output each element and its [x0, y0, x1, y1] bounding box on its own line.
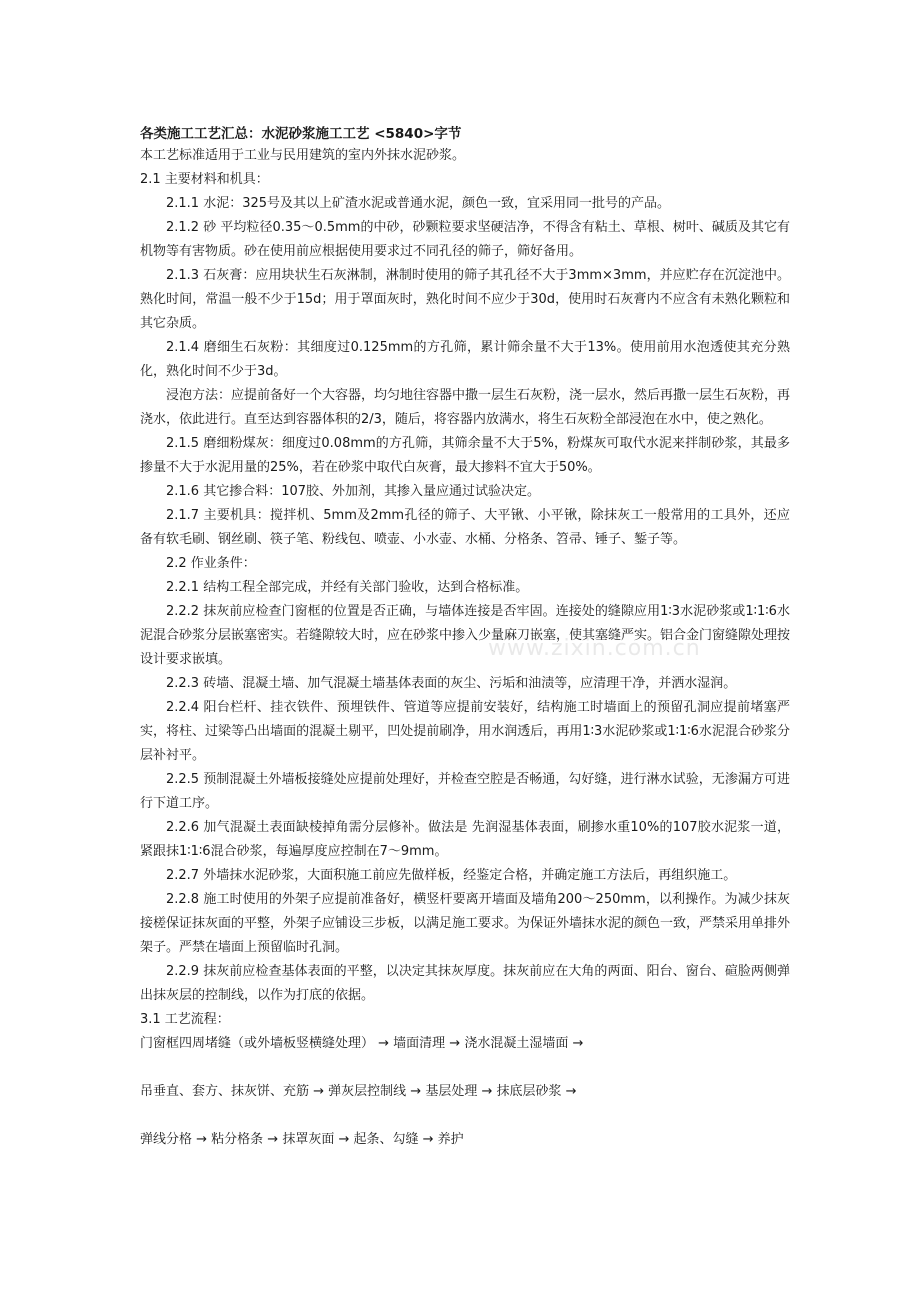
- document-title: 各类施工工艺汇总：水泥砂浆施工工艺 <5840>字节: [140, 126, 462, 142]
- paragraph: 2.2 作业条件：: [166, 556, 256, 571]
- paragraph: 2.1.7 主要机具：搅拌机、5mm及2mm孔径的筛子、大平锹、小平锹，除抹灰工一般常用的工具外，还应备有软毛刷、钢丝刷、筷子笔、粉线包、喷壶、小水壶、水桶、分格条、笤帚、锤子、錾子等。: [140, 508, 790, 547]
- paragraph: 2.1.2 砂 平均粒径0.35～0.5mm的中砂，砂颗粒要求坚硬洁净，不得含有粘土、草根、树叶、碱质及其它有机物等有害物质。砂在使用前应根据使用要求过不同孔径的筛子，筛好备用。: [140, 220, 790, 259]
- paragraph: 3.1 工艺流程：: [140, 1012, 230, 1027]
- process-flow: [140, 1032, 790, 1152]
- paragraph: 2.2.6 加气混凝土表面缺棱掉角需分层修补。做法是 先润湿基体表面，刷掺水重10%的107胶水泥浆一道，紧跟抹1∶1∶6混合砂浆，每遍厚度应控制在7～9mm。: [140, 820, 790, 859]
- paragraph: 2.1.4 磨细生石灰粉：其细度过0.125mm的方孔筛，累计筛余量不大于13%。使用前用水泡透使其充分熟化，熟化时间不少于3d。: [140, 340, 790, 379]
- paragraph: 2.2.4 阳台栏杆、挂衣铁件、预埋铁件、管道等应提前安装好，结构施工时墙面上的预留孔洞应提前堵塞严实，将柱、过梁等凸出墙面的混凝土剔平，凹处提前刷净，用水润透后，再用1∶3水泥砂浆或1∶1∶6水泥混合砂浆分层补衬平。: [140, 700, 790, 763]
- document-body: [140, 144, 790, 1032]
- paragraph: 2.2.7 外墙抹水泥砂浆，大面积施工前应先做样板，经鉴定合格，并确定施工方法后，再组织施工。: [166, 868, 737, 883]
- paragraph: 2.1.6 其它掺合料：107胶、外加剂，其掺入量应通过试验决定。: [166, 484, 541, 499]
- paragraph: 2.1.3 石灰膏：应用块状生石灰淋制，淋制时使用的筛子其孔径不大于3mm×3mm，并应贮存在沉淀池中。熟化时间，常温一般不少于15d；用于罩面灰时，熟化时间不应少于30d，使用时石灰膏内不应含有未熟化颗粒和其它杂质。: [140, 268, 790, 331]
- process-flow-line: 吊垂直、套方、抹灰饼、充筋 → 弹灰层控制线 → 基层处理 → 抹底层砂浆 →: [140, 1084, 577, 1099]
- paragraph: 2.2.1 结构工程全部完成，并经有关部门验收，达到合格标准。: [166, 580, 529, 595]
- paragraph: 2.1.1 水泥：325号及其以上矿渣水泥或普通水泥，颜色一致，宜采用同一批号的产品。: [166, 196, 671, 211]
- process-flow-line: 门窗框四周堵缝（或外墙板竖横缝处理） → 墙面清理 → 浇水混凝土湿墙面 →: [140, 1036, 584, 1051]
- process-flow-line: 弹线分格 → 粘分格条 → 抹罩灰面 → 起条、勾缝 → 养护: [140, 1132, 464, 1147]
- watermark: www.zixin.com.cn: [488, 636, 701, 661]
- paragraph: 2.2.8 施工时使用的外架子应提前准备好，横竖杆要离开墙面及墙角200～250mm，以利操作。为减少抹灰接槎保证抹灰面的平整，外架子应铺设三步板，以满足施工要求。为保证外墙抹水泥的颜色一致，严禁采用单排外架子。严禁在墙面上预留临时孔洞。: [140, 892, 791, 955]
- paragraph: 2.2.9 抹灰前应检查基体表面的平整，以决定其抹灰厚度。抹灰前应在大角的两面、阳台、窗台、碹脸两侧弹出抹灰层的控制线，以作为打底的依据。: [140, 964, 790, 1003]
- paragraph: 2.2.3 砖墙、混凝土墙、加气混凝土墙基体表面的灰尘、污垢和油渍等，应清理干净，并洒水湿润。: [166, 676, 737, 691]
- paragraph: 2.2.2 抹灰前应检查门窗框的位置是否正确，与墙体连接是否牢固。连接处的缝隙应用1∶3水泥砂浆或1∶1∶6水泥混合砂浆分层嵌塞密实。若缝隙较大时，应在砂浆中掺入少量麻刀嵌塞，使其塞缝严实。铝合金门窗缝隙处理按设计要求嵌填。: [140, 604, 791, 667]
- paragraph: 浸泡方法：应提前备好一个大容器，均匀地往容器中撒一层生石灰粉，浇一层水，然后再撒一层生石灰粉，再浇水，依此进行。直至达到容器体积的2/3，随后，将容器内放满水，将生石灰粉全部浸泡在水中，使之熟化。: [140, 388, 791, 427]
- paragraph: 本工艺标准适用于工业与民用建筑的室内外抹水泥砂浆。: [140, 148, 466, 163]
- paragraph: 2.1 主要材料和机具：: [140, 172, 269, 187]
- paragraph: 2.1.5 磨细粉煤灰：细度过0.08mm的方孔筛，其筛余量不大于5%，粉煤灰可取代水泥来拌制砂浆，其最多掺量不大于水泥用量的25%，若在砂浆中取代白灰膏，最大掺料不宜大于50%。: [140, 436, 790, 475]
- paragraph: 2.2.5 预制混凝土外墙板接缝处应提前处理好，并检查空腔是否畅通，勾好缝，进行淋水试验，无渗漏方可进行下道工序。: [140, 772, 790, 811]
